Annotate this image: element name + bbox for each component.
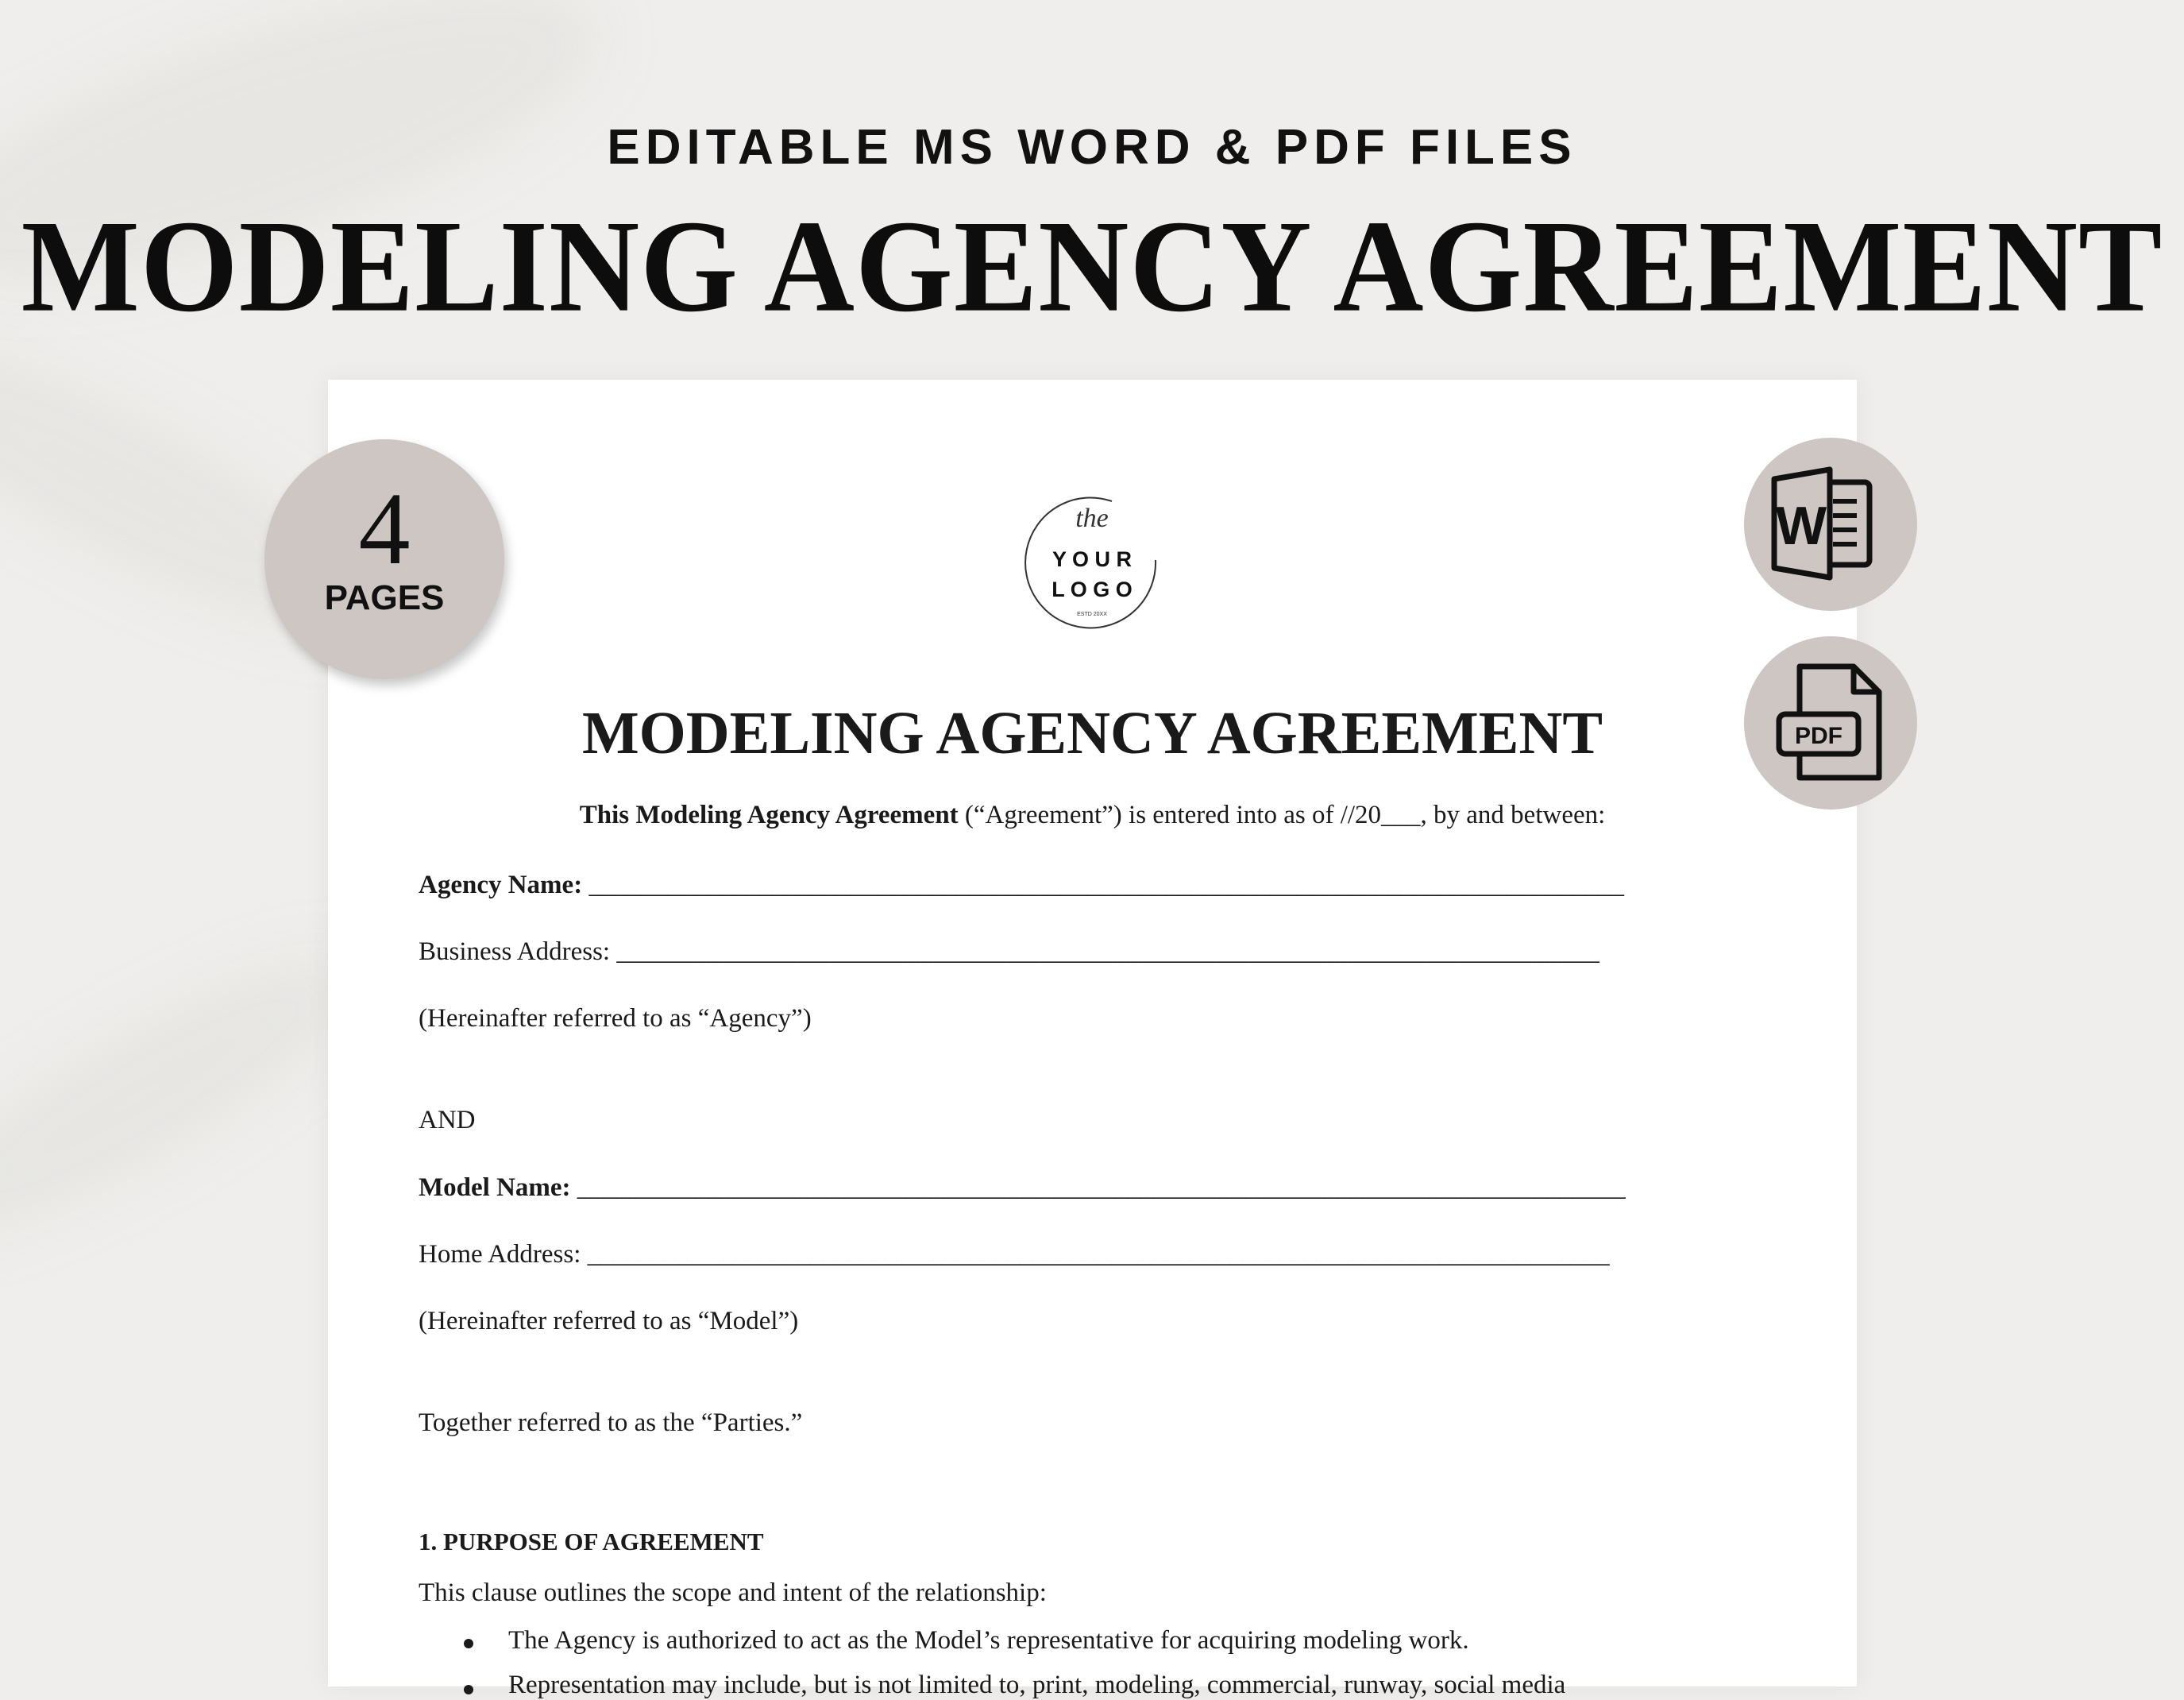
list-item: Representation may include, but is not limited to, print, modeling, commercial, runway, social media xyxy=(508,1671,1566,1699)
intro-rest: (“Agreement”) is entered into as of //20___, by and between: xyxy=(958,801,1606,829)
word-letter: W xyxy=(1775,496,1827,556)
logo-placeholder xyxy=(1017,489,1167,643)
word-badge xyxy=(1744,438,1917,611)
header-eyebrow: EDITABLE MS WORD & PDF FILES xyxy=(607,120,1577,175)
list-item: The Agency is authorized to act as the Model’s representative for acquiring modeling work. xyxy=(508,1626,1469,1655)
pdf-label: PDF xyxy=(1795,723,1843,749)
word-icon xyxy=(1744,438,1917,611)
model-name-blank: ________________________________________________________________________________ xyxy=(570,1173,1626,1202)
and-text: AND xyxy=(419,1106,476,1134)
logo-script: the xyxy=(1075,504,1109,533)
pages-count: 4 xyxy=(358,472,411,586)
section1-heading: 1. PURPOSE OF AGREEMENT xyxy=(419,1528,764,1555)
pdf-badge xyxy=(1744,636,1917,809)
pages-badge xyxy=(264,439,504,679)
home-address-line xyxy=(419,1240,1610,1269)
bullet-dot xyxy=(464,1639,473,1648)
pages-label: PAGES xyxy=(324,578,445,617)
parties-text: Together referred to as the “Parties.” xyxy=(419,1408,803,1437)
section1-intro: This clause outlines the scope and intent of the relationship: xyxy=(419,1578,1047,1607)
model-name-label: Model Name: xyxy=(419,1173,571,1202)
business-address-label: Business Address: xyxy=(419,937,611,966)
document-title: MODELING AGENCY AGREEMENT xyxy=(581,700,1603,767)
business-address-line xyxy=(419,937,1599,967)
pdf-icon xyxy=(1744,636,1917,809)
agency-reference: (Hereinafter referred to as “Agency”) xyxy=(419,1004,812,1033)
logo-line1: Y O U R xyxy=(1051,547,1133,571)
logo-small: ESTD 20XX xyxy=(1077,612,1107,617)
business-address-blank: ___________________________________________________________________________ xyxy=(610,937,1599,966)
model-name-line xyxy=(419,1173,1626,1203)
header-title: MODELING AGENCY AGREEMENT xyxy=(21,193,2163,340)
agency-name-line xyxy=(419,871,1624,900)
agency-name-label: Agency Name: xyxy=(419,871,583,899)
intro-bold: This Modeling Agency Agreement xyxy=(579,801,959,829)
logo-line2: L O G O xyxy=(1051,578,1133,601)
home-address-blank: ______________________________________________________________________________ xyxy=(581,1240,1610,1269)
home-address-label: Home Address: xyxy=(419,1240,581,1269)
intro-paragraph xyxy=(328,801,1857,830)
model-reference: (Hereinafter referred to as “Model”) xyxy=(419,1307,799,1335)
agency-name-blank: _______________________________________________________________________________ xyxy=(582,871,1624,899)
